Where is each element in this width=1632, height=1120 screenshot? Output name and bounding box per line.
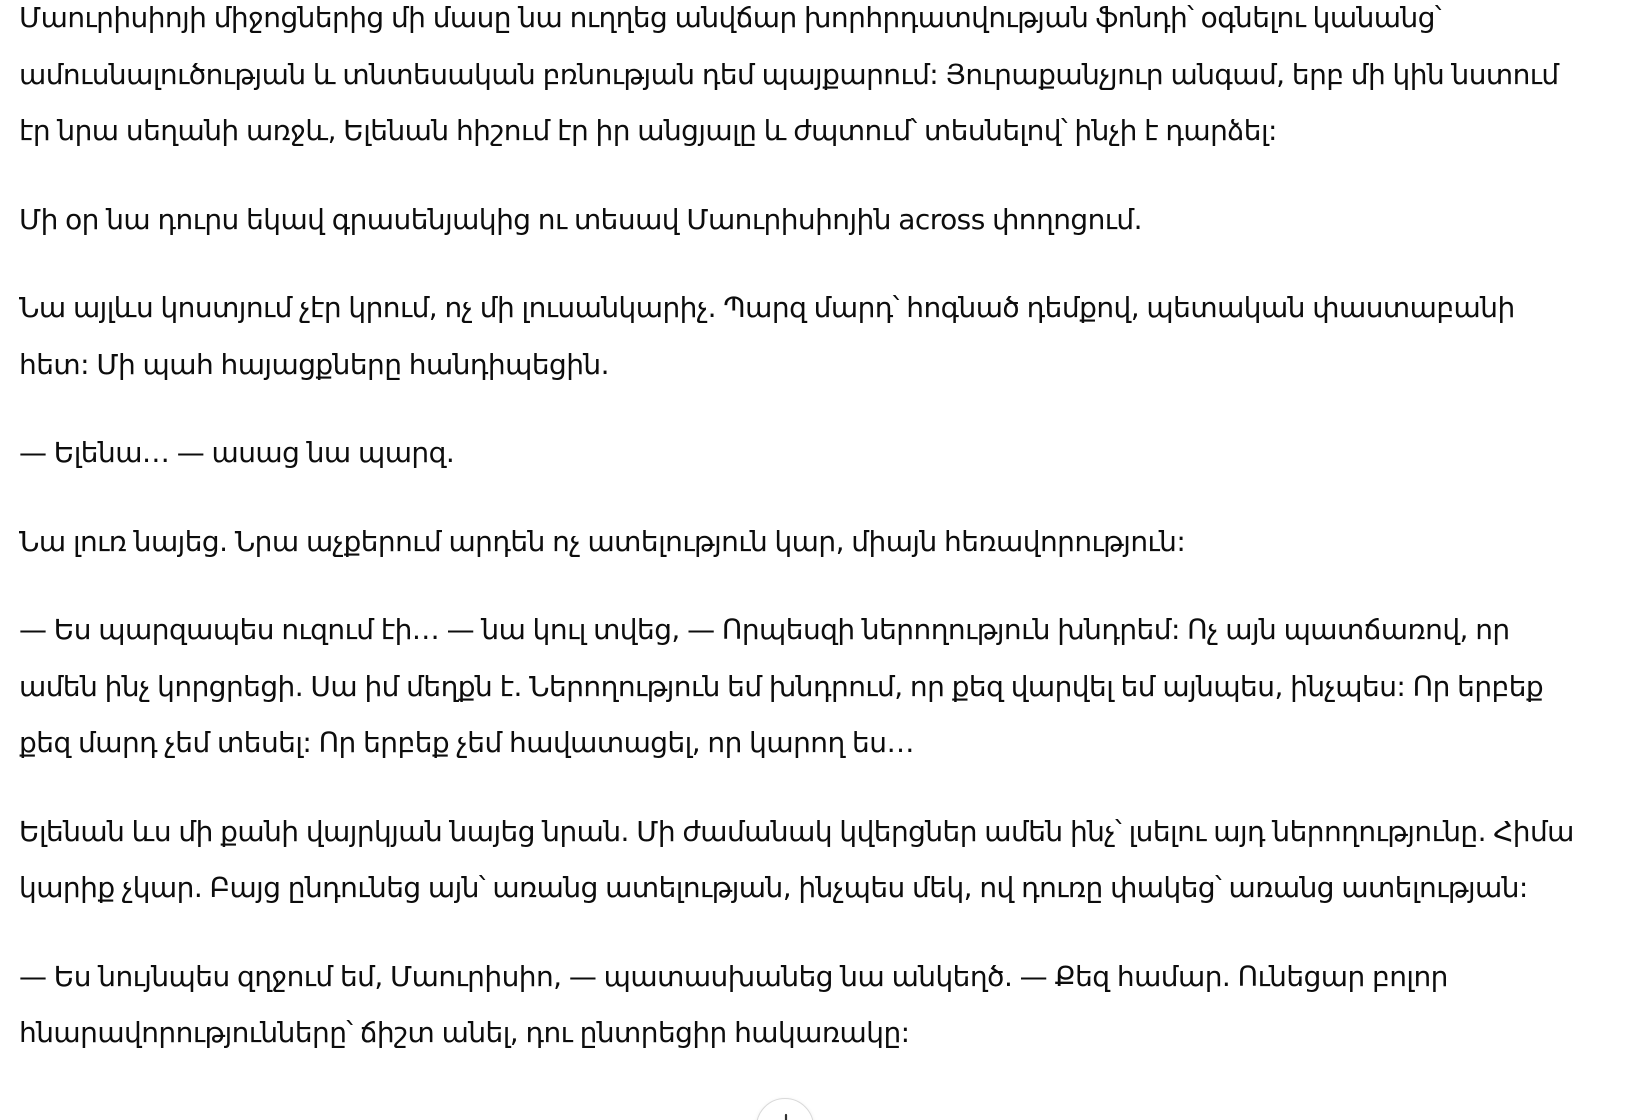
paragraph-4: — Ելենա… — ասաց նա պարզ.	[19, 436, 455, 469]
paragraph-1: Մաուրիսիոյի միջոցներից մի մասը նա ուղղեց անվճար խորհրդատվության ֆոնդի՝ օգնելու կանանց՝ ամուսնալուծության և տնտեսական բռնության դեմ պայքարում: Յուրաքանչյուր անգամ, երբ մի կին նստում էր նրա սեղանի առջև, Ելենան հիշում էր իր անցյալը և ժպտում՝ տեսնելով՝ ինչի է դարձել:	[19, 1, 1559, 147]
scroll-to-bottom-button[interactable]	[756, 1098, 814, 1120]
paragraph-3: Նա այլևս կոստյում չէր կրում, ոչ մի լուսանկարիչ. Պարզ մարդ՝ հոգնած դեմքով, պետական փաստաբանի հետ: Մի պահ հայացքները հանդիպեցին.	[19, 291, 1515, 381]
paragraph-5: Նա լուռ նայեց. Նրա աչքերում արդեն ոչ ատելություն կար, միայն հեռավորություն:	[19, 524, 1186, 558]
paragraph-6: — Ես պարզապես ուզում էի… — նա կուլ տվեց, — Որպեսզի ներողություն խնդրեմ: Ոչ այն պատճառով, որ ամեն ինչ կորցրեցի. Սա իմ մեղքն է. Ներողություն եմ խնդրում, որ քեզ վարվել եմ այնպես, ինչպես: Որ երբեք քեզ մարդ չեմ տեսել: Որ երբեք չեմ հավատացել, որ կարող ես…	[19, 613, 1544, 759]
paragraph-7: Ելենան ևս մի քանի վայրկյան նայեց նրան. Մի ժամանակ կվերցներ ամեն ինչ՝ լսելու այդ ներողությունը. Հիմա կարիք չկար. Բայց ընդունեց այն՝ առանց ատելության, ինչպես մեկ, ով դուռը փակեց՝ առանց ատելության:	[19, 814, 1574, 904]
paragraph-2: Մի օր նա դուրս եկավ գրասենյակից ու տեսավ Մաուրիսիոյին across փողոցում.	[19, 202, 1142, 236]
paragraph-8: — Ես նույնպես զղջում եմ, Մաուրիսիո, — պատասխանեց նա անկեղծ. — Քեզ համար. Ունեցար բոլոր հնարավորությունները՝ ճիշտ անել, դու ընտրեցիր հակառակը:	[19, 959, 1448, 1049]
article-body	[19, 0, 1579, 1094]
arrow-down-icon	[777, 1113, 795, 1120]
